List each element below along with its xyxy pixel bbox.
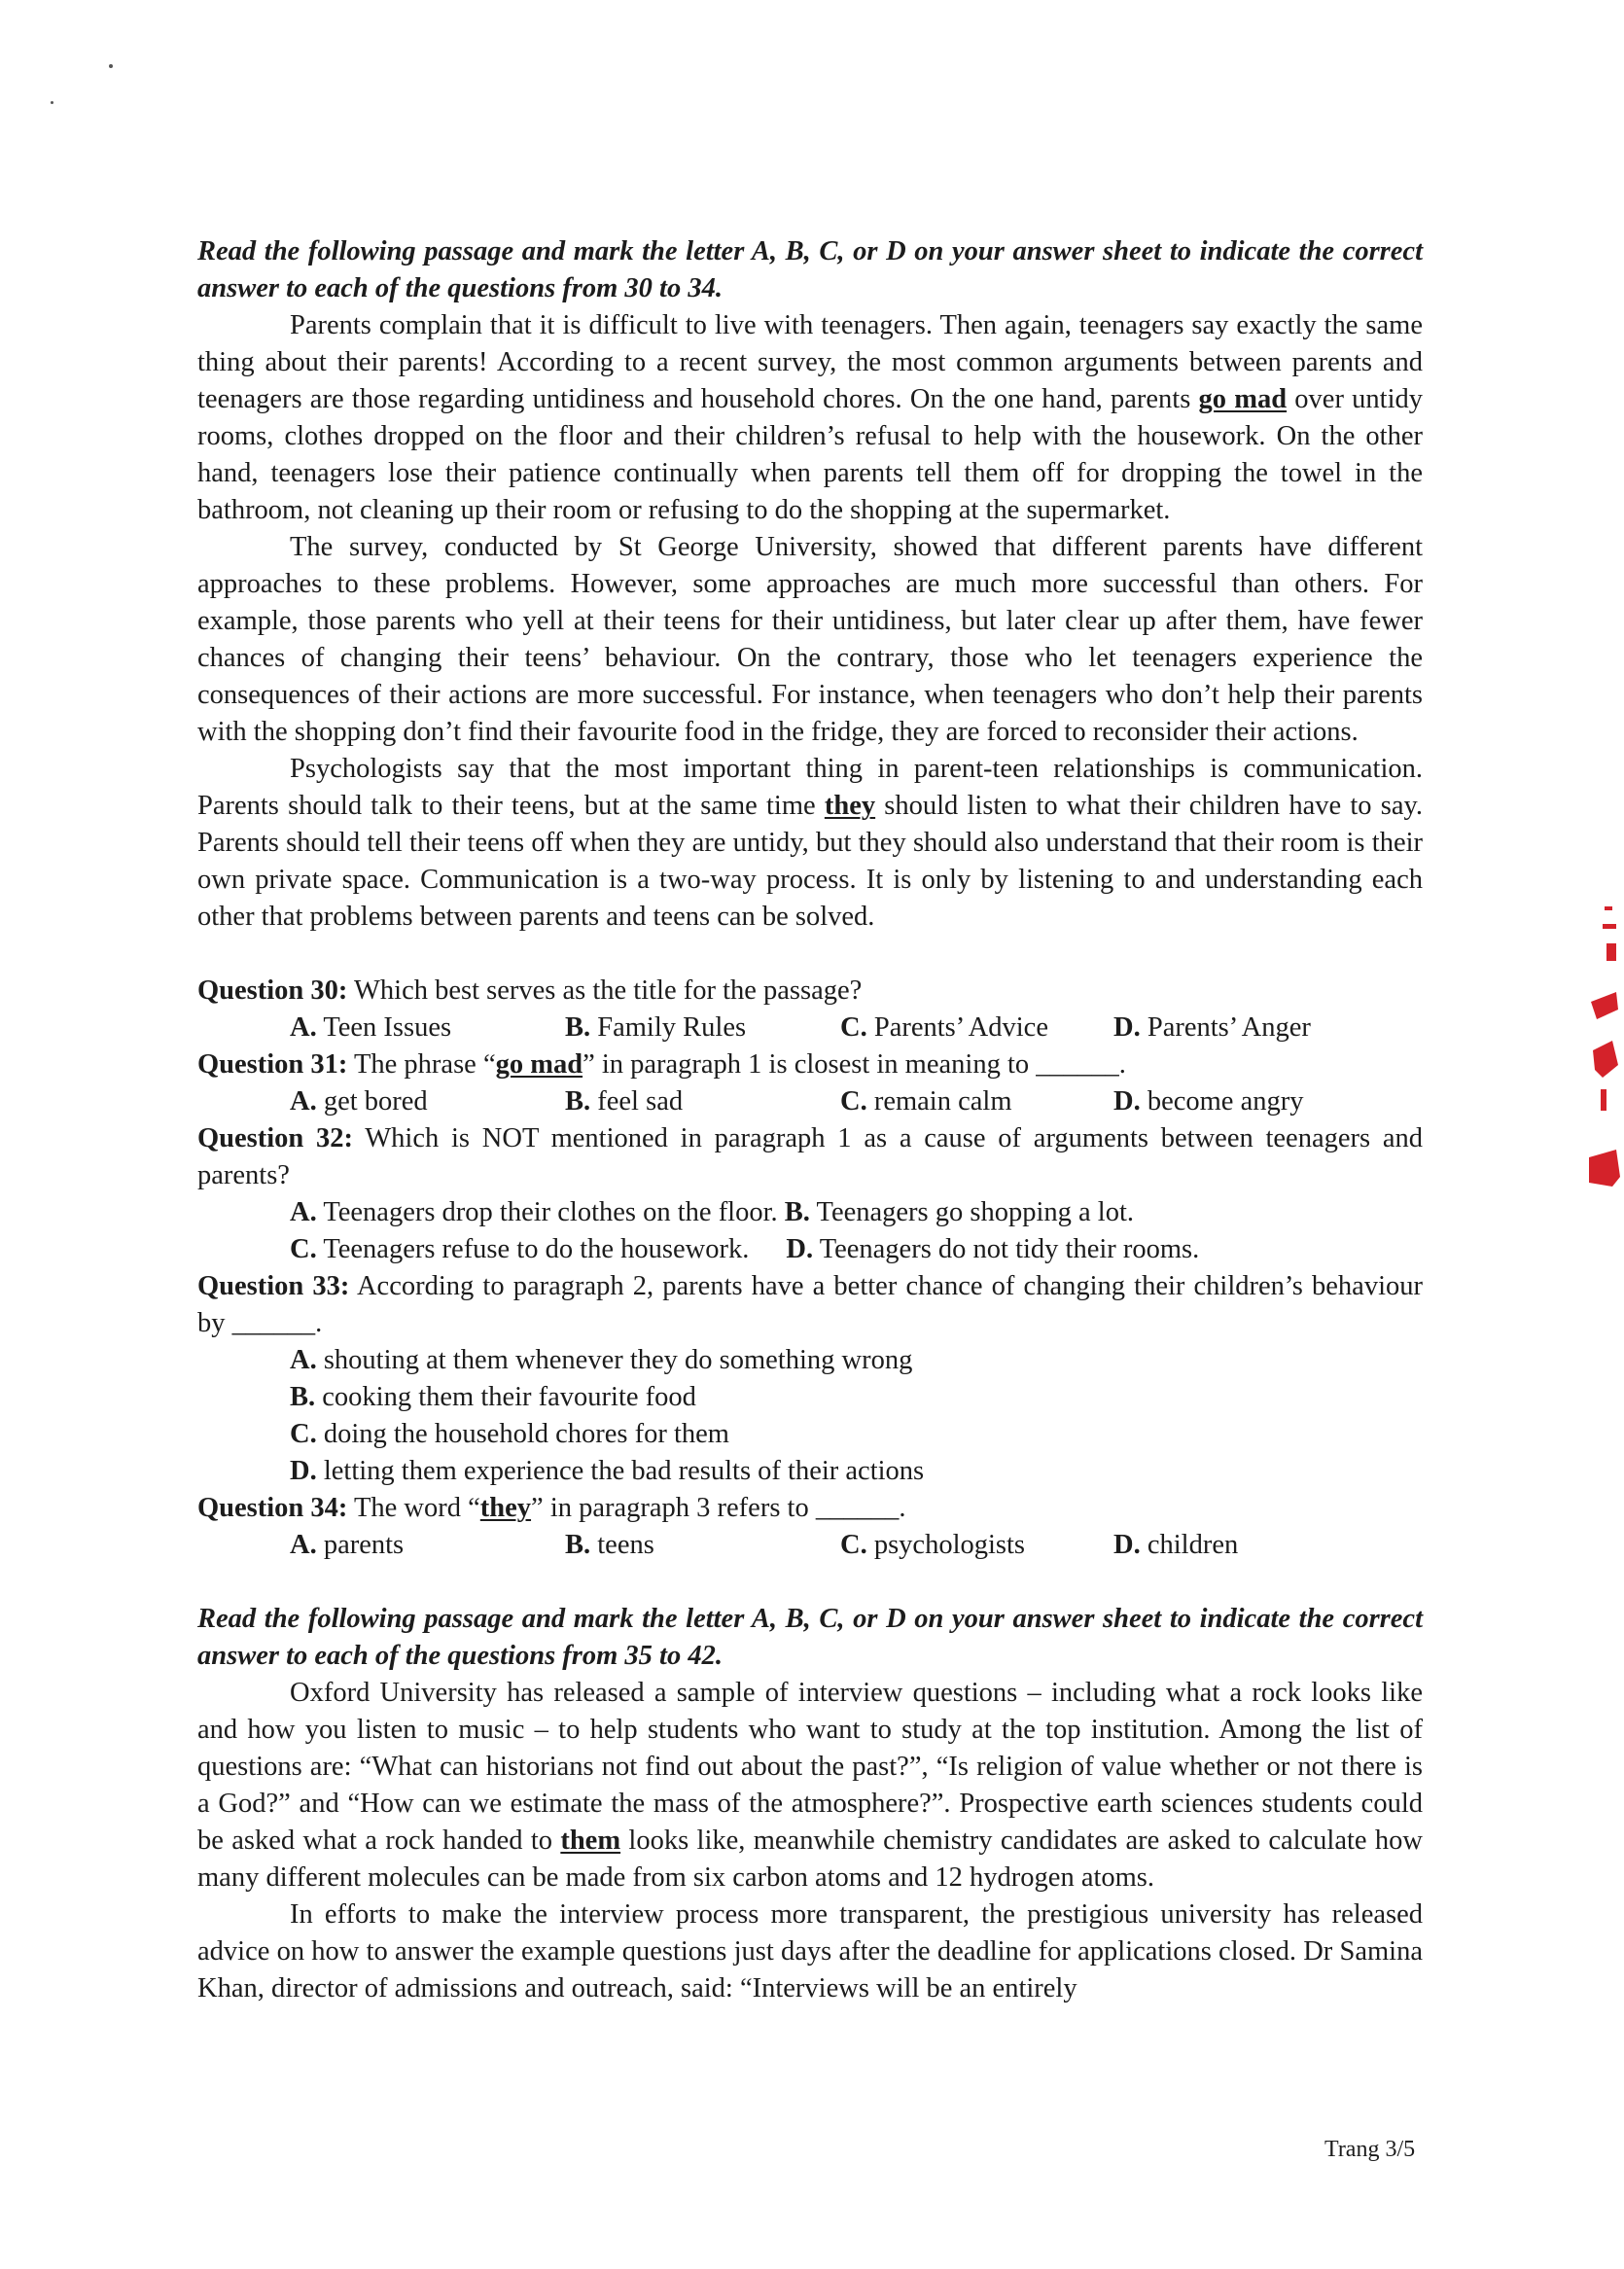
- question-34: Question 34: The word “they” in paragraph 3 refers to ______.: [197, 1493, 906, 1523]
- question-30: Question 30: Which best serves as the title for the passage?: [197, 975, 863, 1006]
- option-d: D. letting them experience the bad results of their actions: [290, 1456, 925, 1486]
- question-32-options-row2: C. Teenagers refuse to do the housework. D. Teenagers do not tidy their rooms.: [290, 1234, 1200, 1264]
- question-30-options: [197, 1010, 1423, 1046]
- keyword-they: they: [479, 1493, 532, 1523]
- option-c: C. remain calm: [840, 1086, 1012, 1117]
- keyword-they: they: [824, 791, 876, 821]
- passage1-paragraph1: Parents complain that it is difficult to live with teenagers. Then again, teenagers say exactly the same thing about their parents! According to a recent survey, the most common arguments between parents and teenagers are those regarding untidiness and household chores. On the one hand, parents go mad over untidy rooms, clothes dropped on the floor and their children’s refusal to help with the housework. On the other hand, teenagers lose their patience continually when parents tell them off for dropping the towel in the bathroom, not cleaning up their room or refusing to do the shopping at the supermarket.: [197, 310, 1423, 525]
- keyword-go-mad: go mad: [1198, 384, 1288, 414]
- option-a: A. parents: [290, 1530, 405, 1560]
- option-d: D. children: [1113, 1530, 1239, 1560]
- page-number: Trang 3/5: [1324, 2137, 1416, 2162]
- option-a: A. Teen Issues: [290, 1012, 452, 1043]
- question-32: Question 32: Which is NOT mentioned in paragraph 1 as a cause of arguments between teenagers and parents?: [197, 1123, 1423, 1190]
- question-32-options-row1: A. Teenagers drop their clothes on the floor. B. Teenagers go shopping a lot.: [290, 1197, 1135, 1227]
- exam-page: [197, 233, 1423, 2007]
- question-33: Question 33: According to paragraph 2, parents have a better chance of changing their children’s behaviour by ______.: [197, 1271, 1423, 1338]
- option-d: D. Parents’ Anger: [1113, 1012, 1311, 1043]
- option-b: B. feel sad: [565, 1086, 684, 1117]
- option-b: B. cooking them their favourite food: [290, 1382, 696, 1412]
- question-31-options: [197, 1083, 1423, 1120]
- speck-mark: [51, 101, 53, 104]
- keyword-them: them: [560, 1826, 621, 1856]
- passage2-paragraph1: Oxford University has released a sample of interview questions – including what a rock looks like and how you listen to music – to help students who want to study at the top institution. Among the list of questions are: “What can historians not find out about the past?”, “Is religion of value whether or not there is a God?” and “How can we estimate the mass of the atmosphere?”. Prospective earth sciences students could be asked what a rock handed to them looks like, meanwhile chemistry candidates are asked to calculate how many different molecules can be made from six carbon atoms and 12 hydrogen atoms.: [197, 1678, 1423, 1893]
- keyword-go-mad: go mad: [495, 1049, 583, 1080]
- option-c: C. doing the household chores for them: [290, 1419, 729, 1449]
- option-a: A. shouting at them whenever they do something wrong: [290, 1345, 913, 1375]
- instruction-30-34: Read the following passage and mark the letter A, B, C, or D on your answer sheet to indicate the correct answer to each of the questions from 30 to 34.: [197, 236, 1423, 303]
- speck-mark: [109, 64, 113, 68]
- passage1-paragraph2: The survey, conducted by St George University, showed that different parents have different approaches to these problems. However, some approaches are much more successful than others. For example, those parents who yell at their teens for their untidiness, but later clear up after them, have fewer chances of changing their teens’ behaviour. On the contrary, those who let teenagers experience the consequences of their actions are more successful. For instance, when teenagers who don’t help their parents with the shopping don’t find their favourite food in the fridge, they are forced to reconsider their actions.: [197, 532, 1423, 747]
- passage1-paragraph3: Psychologists say that the most important thing in parent-teen relationships is communication. Parents should talk to their teens, but at the same time they should listen to what their children have to say. Parents should tell their teens off when they are untidy, but they should also understand that their room is their own private space. Communication is a two-way process. It is only by listening to and understanding each other that problems between parents and teens can be solved.: [197, 754, 1423, 932]
- option-d: D. become angry: [1113, 1086, 1304, 1117]
- option-c: C. Parents’ Advice: [840, 1012, 1048, 1043]
- question-31: Question 31: The phrase “go mad” in paragraph 1 is closest in meaning to ______.: [197, 1049, 1126, 1080]
- instruction-35-42: Read the following passage and mark the letter A, B, C, or D on your answer sheet to indicate the correct answer to each of the questions from 35 to 42.: [197, 1604, 1423, 1671]
- option-b: B. Family Rules: [565, 1012, 747, 1043]
- passage2-paragraph2: In efforts to make the interview process more transparent, the prestigious university has released advice on how to answer the example questions just days after the deadline for applications closed. Dr Samina Khan, director of admissions and outreach, said: “Interviews will be an entirely: [197, 1899, 1423, 2003]
- question-34-options: [197, 1527, 1423, 1564]
- red-stamp-mark: [1583, 895, 1622, 1206]
- option-a: A. get bored: [290, 1086, 428, 1117]
- option-c: C. psychologists: [840, 1530, 1026, 1560]
- option-b: B. teens: [565, 1530, 654, 1560]
